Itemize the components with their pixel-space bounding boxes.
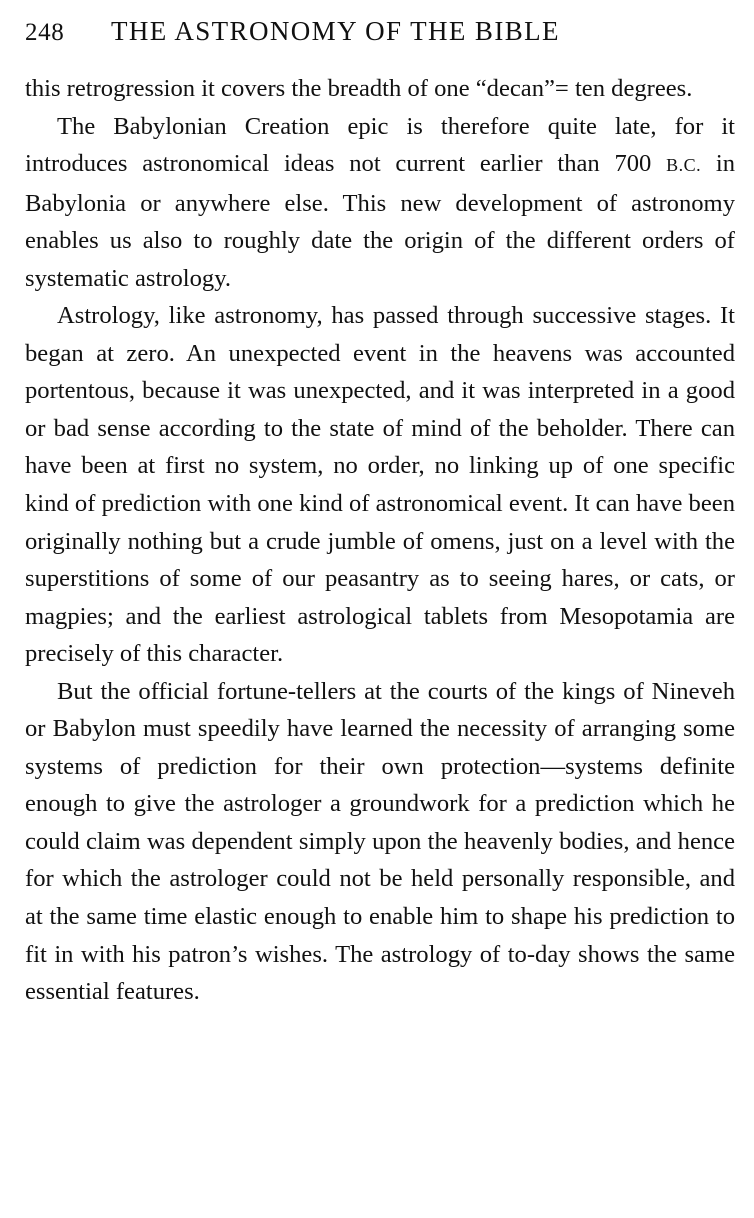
paragraph-text-part: The Babylonian Creation epic is therefore quite late, for it introduces astronomical ideas not current earlier than 700 (25, 112, 735, 178)
page-number: 248 (25, 19, 65, 46)
running-head: THE ASTRONOMY OF THE BIBLE (111, 16, 560, 46)
paragraph-astrology-stages: Astrology, like astronomy, has passed through successive stages. It began at zero. An unexpected event in the heavens was accounted portentous, because it was unexpected, and it was interpreted in a good or bad sense according to the state of mind of the beholder. There can have been at first no system, no order, no linking up of one specific kind of prediction with one kind of astronomical event. It can have been originally nothing but a crude jumble of omens, just on a level with the superstitions of some of our peasantry as to seeing hares, or cats, or magpies; and the earliest astrological tablets from Mesopotamia are precisely of this character. (25, 302, 735, 668)
page-header (25, 14, 735, 48)
era-abbreviation: B.C. (666, 155, 702, 176)
paragraph-creation-epic (25, 108, 735, 298)
paragraph-fortune-tellers: But the official fortune-tellers at the courts of the kings of Nineveh or Babylon must speedily have learned the necessity of arranging some systems of prediction for their own protection—systems definite enough to give the astrologer a groundwork for a prediction which he could claim was dependent simply upon the heavenly bodies, and hence for which the astrologer could not be held personally responsible, and at the same time elastic enough to enable him to shape his prediction to fit in with his patron’s wishes. The astrology of to-day shows the same essential features. (25, 677, 735, 1006)
book-page (25, 14, 735, 1011)
body-text (25, 70, 735, 1011)
paragraph-text-part: in Babylonia or anywhere else. This new development of astronomy enables us also to roughly date the origin of the different orders of systematic astrology. (25, 150, 735, 292)
paragraph-continuation: this retrogression it covers the breadth of one “decan”= ten degrees. (25, 75, 693, 102)
